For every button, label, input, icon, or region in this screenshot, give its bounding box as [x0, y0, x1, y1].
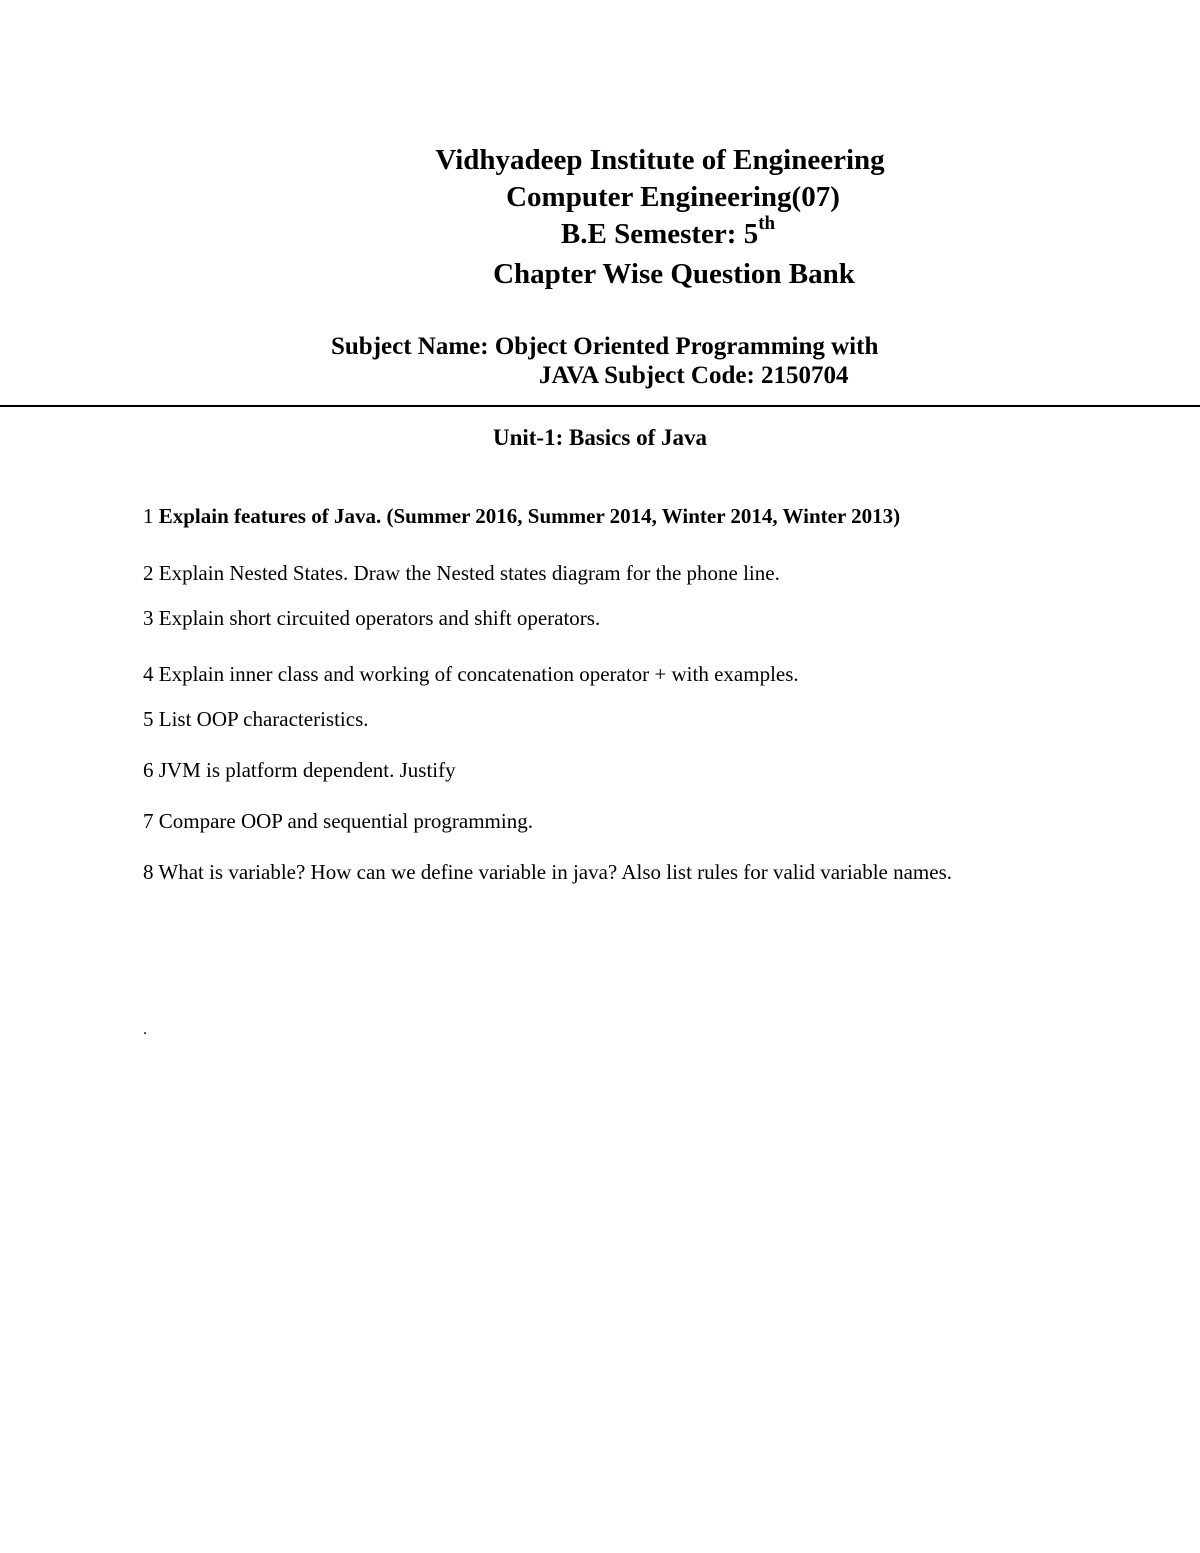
- stray-dot: .: [143, 1021, 147, 1038]
- question-text: Explain features of Java. (Summer 2016, Summer 2014, Winter 2014, Winter 2013): [158, 504, 901, 528]
- question-item: [143, 605, 600, 631]
- institute-name: Vidhyadeep Institute of Engineering: [435, 144, 885, 176]
- question-text: Explain Nested States. Draw the Nested states diagram for the phone line.: [158, 561, 780, 585]
- horizontal-divider: [0, 405, 1200, 407]
- subject-name-line: Subject Name: Object Oriented Programming with: [331, 333, 879, 360]
- question-item: [143, 808, 533, 834]
- question-bank-title: Chapter Wise Question Bank: [493, 258, 855, 290]
- unit-title: Unit-1: Basics of Java: [492, 425, 708, 450]
- document-header: [0, 142, 1200, 293]
- question-number: 3: [143, 606, 154, 630]
- question-text: List OOP characteristics.: [158, 707, 369, 731]
- subject-code-line: JAVA Subject Code: 2150704: [539, 362, 849, 389]
- question-text: Explain short circuited operators and shift operators.: [158, 606, 601, 630]
- question-number: 1: [143, 504, 154, 528]
- semester-superscript: th: [758, 213, 776, 234]
- question-item: [143, 661, 799, 687]
- question-item: [143, 757, 456, 783]
- question-text: JVM is platform dependent. Justify: [158, 758, 456, 782]
- semester-text: B.E Semester: 5: [560, 218, 759, 250]
- question-number: 6: [143, 758, 154, 782]
- semester-line: [68, 213, 1200, 256]
- question-item: [143, 503, 900, 529]
- question-text: Explain inner class and working of concatenation operator + with examples.: [158, 662, 799, 686]
- question-item: [143, 560, 780, 586]
- question-number: 4: [143, 662, 154, 686]
- question-text: What is variable? How can we define variable in java? Also list rules for valid variable names.: [158, 860, 952, 884]
- question-number: 8: [143, 860, 154, 884]
- question-number: 5: [143, 707, 154, 731]
- question-number: 2: [143, 561, 154, 585]
- department-name: Computer Engineering(07): [506, 181, 840, 213]
- question-number: 7: [143, 809, 154, 833]
- question-text: Compare OOP and sequential programming.: [158, 809, 533, 833]
- question-item: [143, 859, 952, 885]
- question-item: [143, 706, 369, 732]
